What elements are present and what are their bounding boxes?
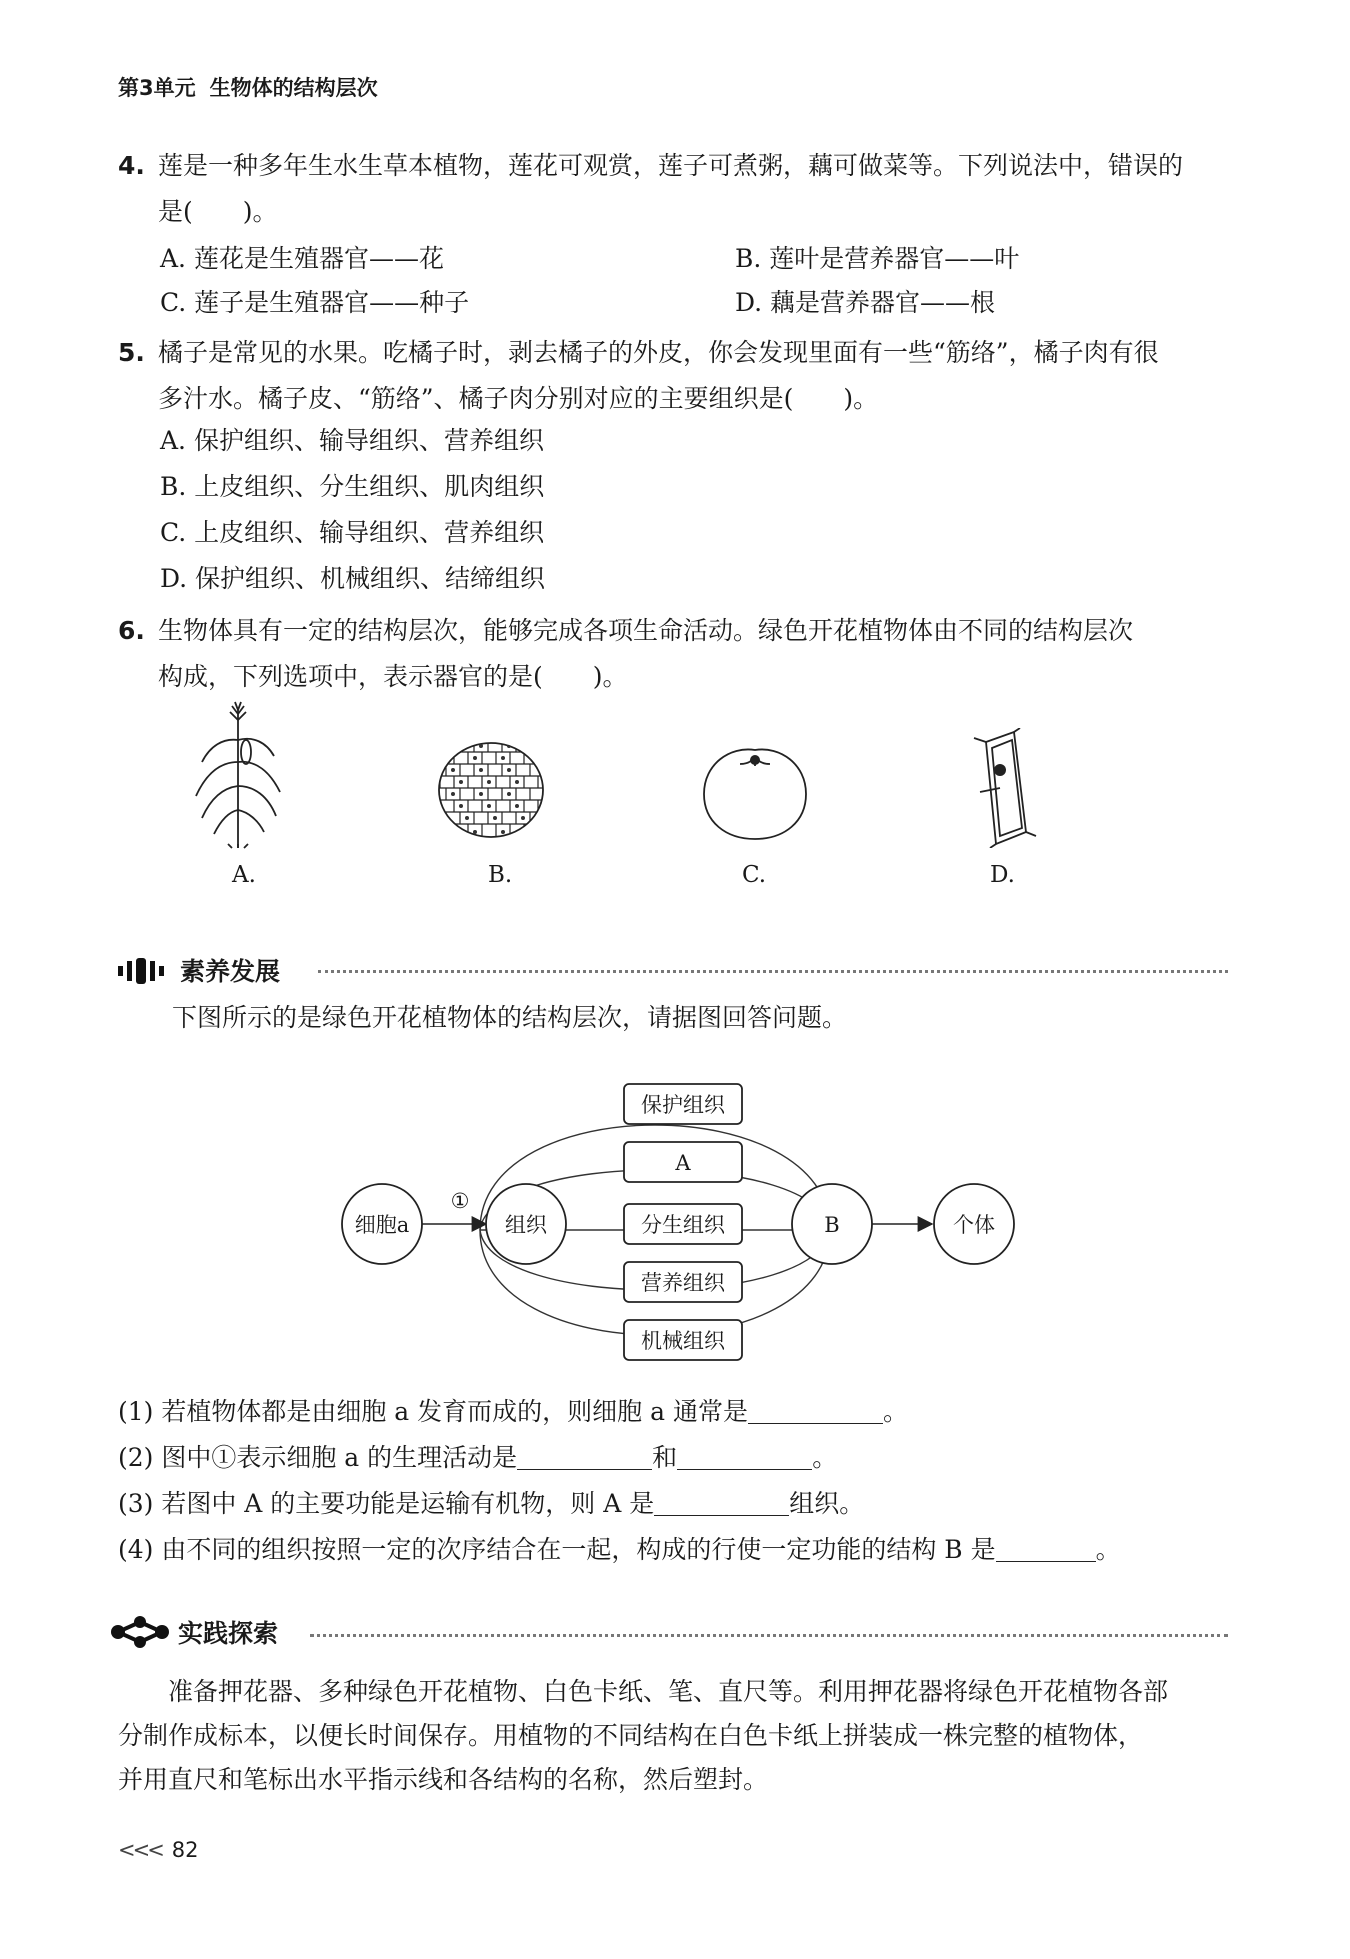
individual-label: 个体 <box>953 1213 995 1237</box>
figure-label-b: B. <box>488 862 513 888</box>
tissue-box-label: 保护组织 <box>641 1093 725 1117</box>
page-header <box>118 72 378 102</box>
question-text: 生物体具有一定的结构层次，能够完成各项生命活动。绿色开花植物体由不同的结构层次 <box>158 616 1134 645</box>
section-title: 实践探索 <box>178 1619 279 1648</box>
sub-question-mid: 和 <box>652 1443 678 1472</box>
organ-label: B <box>824 1213 840 1237</box>
page-number: 82 <box>171 1838 199 1862</box>
sub-question-2 <box>118 1436 837 1480</box>
option-b[interactable]: B. 上皮组织、分生组织、肌肉组织 <box>160 472 545 501</box>
unit-title: 生物体的结构层次 <box>209 76 378 100</box>
question-text-cont: 构成，下列选项中，表示器官的是( )。 <box>158 662 628 691</box>
sub-question-text: (3) 若图中 A 的主要功能是运输有机物，则 A 是 <box>118 1489 655 1518</box>
page-footer <box>118 1838 199 1862</box>
tissue-box-label: A <box>675 1151 691 1175</box>
answer-blank[interactable] <box>654 1489 789 1516</box>
answer-blank[interactable] <box>517 1443 652 1470</box>
question-number: 6. <box>118 616 145 645</box>
practice-paragraph <box>118 1670 1248 1802</box>
unit-label: 第3单元 <box>118 76 196 100</box>
figure-label-a: A. <box>232 862 256 888</box>
sub-question-1 <box>118 1390 908 1434</box>
cell-label: 细胞a <box>354 1213 410 1237</box>
paragraph-line: 分制作成标本，以便长时间保存。用植物的不同结构在白色卡纸上拼装成一株完整的植物体， <box>118 1721 1144 1750</box>
question-text: 莲是一种多年生水生草本植物，莲花可观赏，莲子可煮粥，藕可做菜等。下列说法中，错误的 <box>158 151 1184 180</box>
option-c[interactable]: C. 上皮组织、输导组织、营养组织 <box>160 518 545 547</box>
option-c[interactable]: C. 莲子是生殖器官——种子 <box>160 288 470 317</box>
section-heading-practice <box>110 1612 1228 1652</box>
sub-question-text: (2) 图中①表示细胞 a 的生理活动是 <box>118 1443 518 1472</box>
dotted-divider <box>310 1634 1228 1637</box>
corn-plant-figure[interactable] <box>188 700 288 850</box>
question-number: 5. <box>118 338 145 367</box>
chevrons-left-icon: <<< <box>118 1838 162 1862</box>
section-heading-development <box>118 952 1228 988</box>
question-4 <box>118 143 1258 235</box>
question-number: 4. <box>118 151 145 180</box>
answer-blank[interactable] <box>677 1443 812 1470</box>
option-d[interactable]: D. 藕是营养器官——根 <box>735 288 996 317</box>
structure-hierarchy-diagram <box>340 1070 1020 1370</box>
tissue-label: 组织 <box>505 1213 547 1237</box>
section-intro: 下图所示的是绿色开花植物体的结构层次，请据图回答问题。 <box>172 1003 848 1032</box>
sub-question-4 <box>118 1528 1121 1572</box>
tissue-box-label: 机械组织 <box>641 1329 725 1353</box>
option-d[interactable]: D. 保护组织、机械组织、结缔组织 <box>160 564 546 593</box>
plant-cell-figure[interactable] <box>970 728 1040 848</box>
sub-question-suffix: 。 <box>882 1397 908 1426</box>
question-5 <box>118 330 1258 422</box>
dotted-divider <box>318 970 1228 973</box>
paragraph-line: 准备押花器、多种绿色开花植物、白色卡纸、笔、直尺等。利用押花器将绿色开花植物各部 <box>168 1677 1169 1706</box>
option-a[interactable]: A. 莲花是生殖器官——花 <box>160 244 444 273</box>
figure-label-d: D. <box>990 862 1015 888</box>
paragraph-line: 并用直尺和笔标出水平指示线和各结构的名称，然后塑封。 <box>118 1765 769 1794</box>
answer-blank[interactable] <box>748 1397 883 1424</box>
sub-question-text: (1) 若植物体都是由细胞 a 发育而成的，则细胞 a 通常是 <box>118 1397 748 1426</box>
question-text: 橘子是常见的水果。吃橘子时，剥去橘子的外皮，你会发现里面有一些“筋络”，橘子肉有很 <box>158 338 1159 367</box>
sub-question-text: (4) 由不同的组织按照一定的次序结合在一起，构成的行使一定功能的结构 B 是 <box>118 1535 996 1564</box>
question-text-cont: 多汁水。橘子皮、“筋络”、橘子肉分别对应的主要组织是( )。 <box>158 384 879 413</box>
sub-question-suffix: 。 <box>1095 1535 1121 1564</box>
sound-bars-icon <box>118 958 172 984</box>
tissue-box-label: 分生组织 <box>641 1213 725 1237</box>
tissue-box-label: 营养组织 <box>641 1271 725 1295</box>
step-label: ① <box>450 1189 470 1213</box>
section-title: 素养发展 <box>180 957 281 986</box>
sub-question-suffix: 组织。 <box>789 1489 865 1518</box>
sub-question-3 <box>118 1482 864 1526</box>
figure-label-c: C. <box>742 862 767 888</box>
molecule-icon <box>110 1616 170 1648</box>
option-b[interactable]: B. 莲叶是营养器官——叶 <box>735 244 1020 273</box>
question-text-cont: 是( )。 <box>158 197 278 226</box>
tomato-figure[interactable] <box>700 742 810 842</box>
option-a[interactable]: A. 保护组织、输导组织、营养组织 <box>160 426 544 455</box>
answer-blank[interactable] <box>996 1535 1096 1562</box>
tissue-cells-figure[interactable] <box>436 740 546 840</box>
question-6 <box>118 608 1258 700</box>
sub-question-suffix: 。 <box>812 1443 838 1472</box>
